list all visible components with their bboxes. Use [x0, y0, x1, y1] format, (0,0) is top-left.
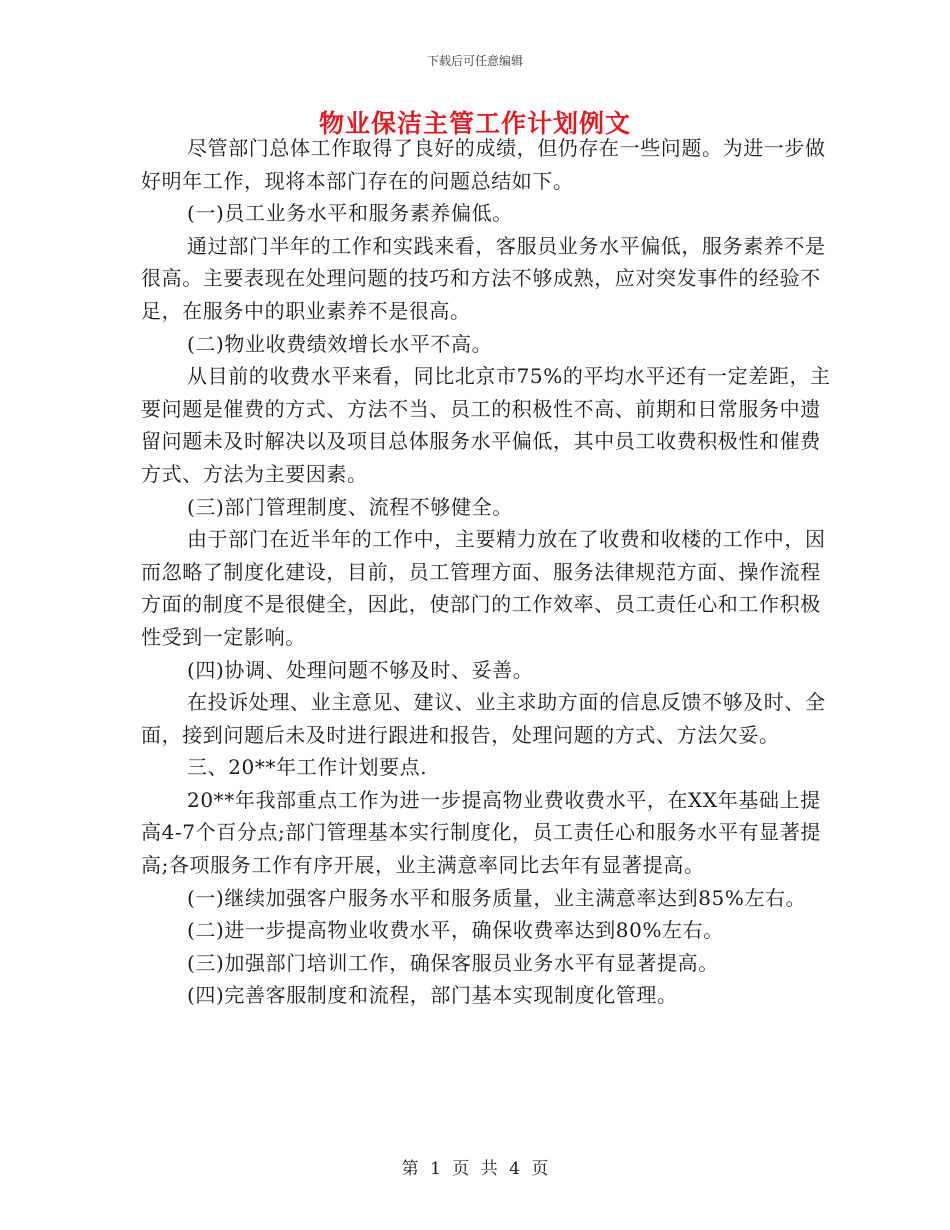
section-heading: (一)员工业务水平和服务素养偏低。: [187, 201, 513, 226]
section-heading: (三)部门管理制度、流程不够健全。: [187, 494, 513, 519]
document-body: [141, 132, 841, 1012]
section-heading: 三、20**年工作计划要点.: [187, 755, 428, 780]
paragraph: 由于部门在近半年的工作中，主要精力放在了收费和收楼的工作中，因而忽略了制度化建设，目前，员工管理方面、服务法律规范方面、操作流程方面的制度不是很健全，因此，使部门的工作效率、员工责任心和工作积极性受到一定影响。: [141, 527, 826, 649]
paragraph: 从目前的收费水平来看，同比北京市75%的平均水平还有一定差距，主要问题是催费的方式、方法不当、员工的积极性不高、前期和日常服务中遗留问题未及时解决以及项目总体服务水平偏低，其中员工收费积极性和催费方式、方法为主要因素。: [141, 364, 831, 486]
paragraph: 在投诉处理、业主意见、建议、业主求助方面的信息反馈不够及时、全面，接到问题后未及时进行跟进和报告，处理问题的方式、方法欠妥。: [141, 690, 826, 747]
header-note: 下载后可任意编辑: [426, 54, 523, 68]
plan-item: (四)完善客服制度和流程，部门基本实现制度化管理。: [187, 983, 678, 1008]
plan-item: (三)加强部门培训工作，确保客服员业务水平有显著提高。: [187, 950, 719, 975]
document-title: 物业保洁主管工作计划例文: [318, 109, 631, 138]
section-heading: (四)协调、处理问题不够及时、妥善。: [187, 657, 534, 682]
paragraph: 通过部门半年的工作和实践来看，客服员业务水平偏低，服务素养不是很高。主要表现在处理问题的技巧和方法不够成熟，应对突发事件的经验不足，在服务中的职业素养不是很高。: [141, 233, 826, 323]
paragraph: 尽管部门总体工作取得了良好的成绩，但仍存在一些问题。为进一步做好明年工作，现将本部门存在的问题总结如下。: [141, 136, 826, 193]
paragraph: 20**年我部重点工作为进一步提高物业费收费水平，在XX年基础上提高4-7个百分点;部门管理基本实行制度化，员工责任心和服务水平有显著提高;各项服务工作有序开展，业主满意率同比去年有显著提高。: [141, 787, 821, 878]
section-heading: (二)物业收费绩效增长水平不高。: [187, 331, 493, 356]
page-footer: 第 1 页 共 4 页: [401, 1159, 549, 1179]
plan-item: (二)进一步提高物业收费水平，确保收费率达到80%左右。: [187, 918, 724, 943]
plan-item: (一)继续加强客户服务水平和服务质量，业主满意率达到85%左右。: [187, 885, 807, 910]
